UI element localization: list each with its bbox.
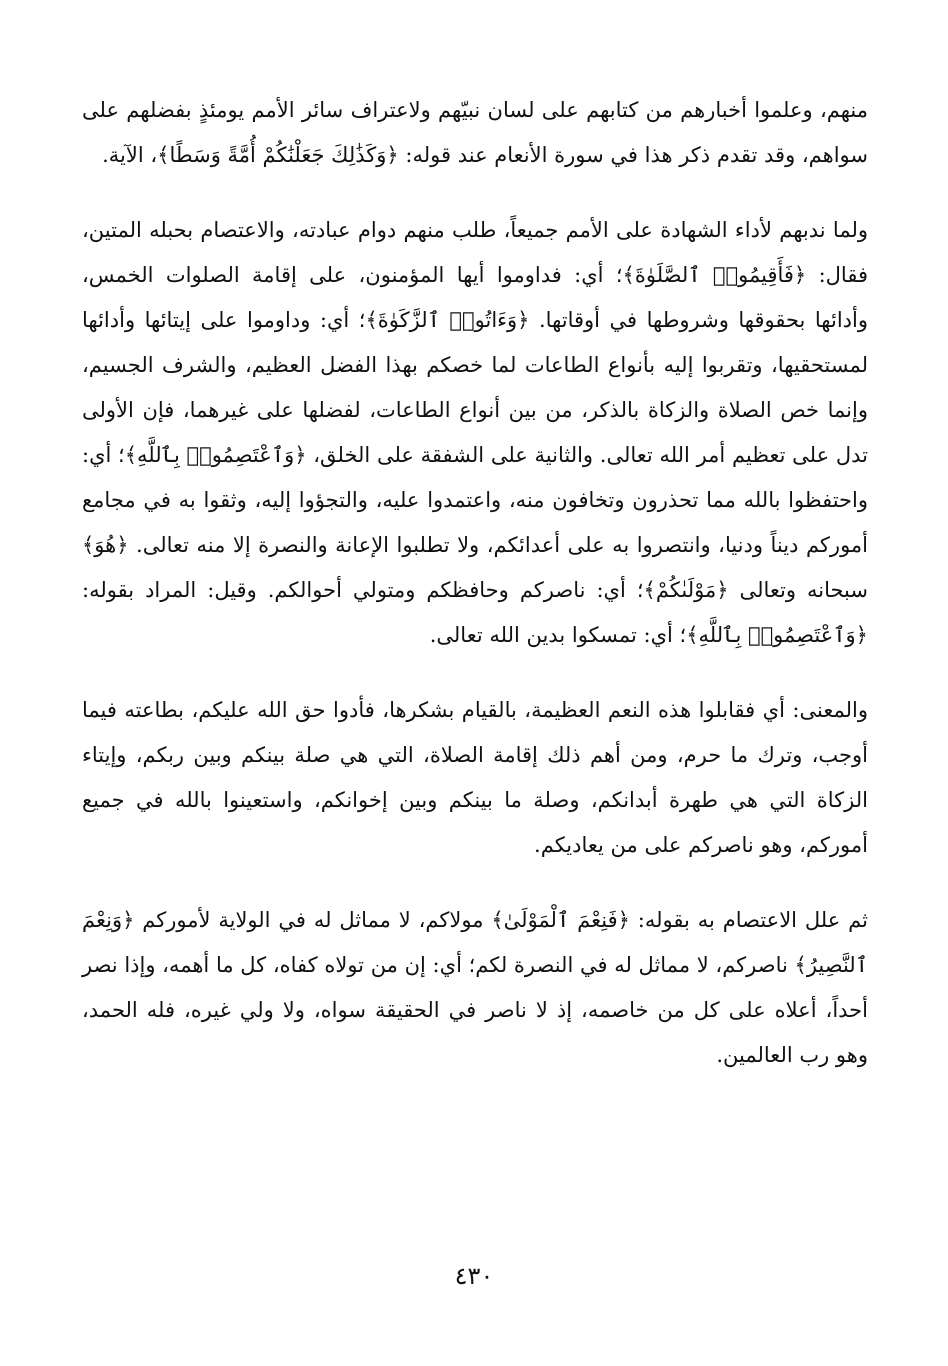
paragraph-4: ثم علل الاعتصام به بقوله: ﴿فَنِعْمَ ٱلْمَوْلَىٰ﴾ مولاكم، لا مماثل له في الولاية لأموركم ﴿وَنِعْمَ ٱلنَّصِيرُ﴾ ناصركم، لا مماثل له في النصرة لكم؛ أي: إن من تولاه كفاه، كل ما أهمه، وإذا نصر أحداً، أعلاه على كل من خاصمه، إذ لا ناصر في الحقيقة سواه، ولا ولي غيره، فله الحمد، وهو رب العالمين. [82, 908, 868, 1067]
paragraph-1: منهم، وعلموا أخبارهم من كتابهم على لسان نبيّهم ولاعتراف سائر الأمم يومئذٍ بفضلهم على سواهم، وقد تقدم ذكر هذا في سورة الأنعام عند قوله: ﴿وَكَذَٰلِكَ جَعَلْنَٰكُمْ أُمَّةً وَسَطًا﴾، الآية. [82, 98, 868, 167]
paragraph-2: ولما ندبهم لأداء الشهادة على الأمم جميعاً، طلب منهم دوام عبادته، والاعتصام بحبله المتين، فقال: ﴿فَأَقِيمُوا۟ ٱلصَّلَوٰةَ﴾؛ أي: فداوموا أيها المؤمنون، على إقامة الصلوات الخمس، وأدائها بحقوقها وشروطها في أوقاتها. ﴿وَءَاتُوا۟ ٱلزَّكَوٰةَ﴾؛ أي: وداوموا على إيتائها وأدائها لمستحقيها، وتقربوا إليه بأنواع الطاعات لما خصكم بهذا الفضل العظيم، والشرف الجسيم، وإنما خص الصلاة والزكاة بالذكر، من بين أنواع الطاعات، لفضلها على غيرهما، فإن الأولى تدل على تعظيم أمر الله تعالى. والثانية على الشفقة على الخلق، ﴿وَٱعْتَصِمُوا۟ بِٱللَّهِ﴾؛ أي: واحتفظوا بالله مما تحذرون وتخافون منه، واعتمدوا عليه، والتجؤوا إليه، وثقوا به في مجامع أموركم ديناً ودنيا، وانتصروا به على أعدائكم، ولا تطلبوا الإعانة والنصرة إلا منه تعالى. ﴿هُوَ﴾ سبحانه وتعالى ﴿مَوْلَىٰكُمْ﴾؛ أي: ناصركم وحافظكم ومتولي أحوالكم. وقيل: المراد بقوله: ﴿وَٱعْتَصِمُوا۟ بِٱللَّهِ﴾؛ أي: تمسكوا بدين الله تعالى. [82, 218, 868, 647]
paragraph-3: والمعنى: أي فقابلوا هذه النعم العظيمة، بالقيام بشكرها، فأدوا حق الله عليكم، بطاعته فيما أوجب، وترك ما حرم، ومن أهم ذلك إقامة الصلاة، التي هي صلة بينكم وبين ربكم، وإيتاء الزكاة التي هي طهرة أبدانكم، وصلة ما بينكم وبين إخوانكم، واستعينوا بالله في جميع أموركم، وهو ناصركم على من يعاديكم. [82, 698, 868, 857]
page-body [82, 88, 868, 1268]
page-number: ٤٣٠ [454, 1262, 494, 1290]
